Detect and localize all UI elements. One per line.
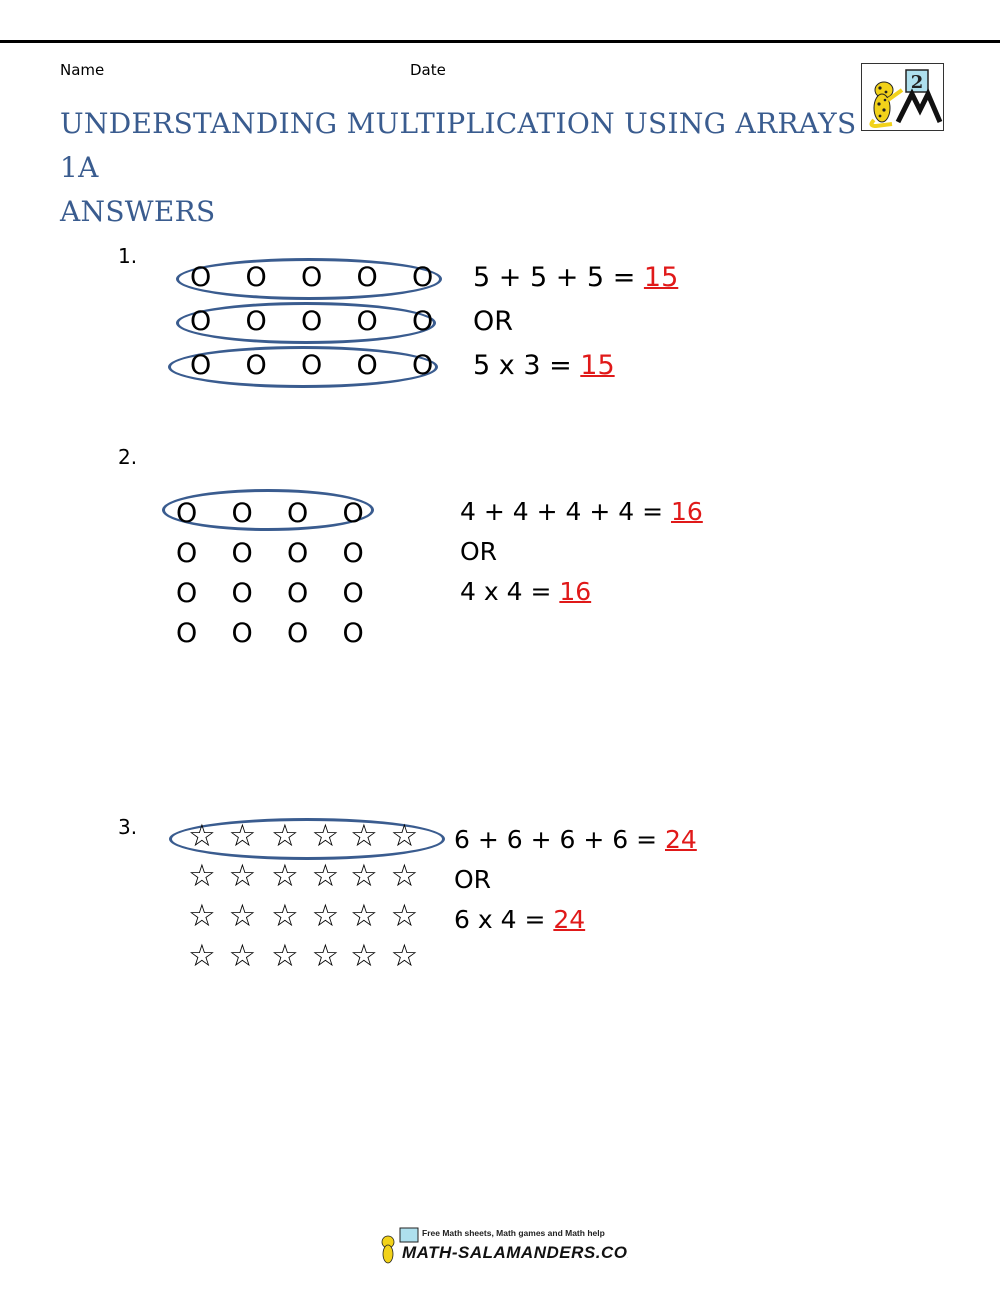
star-icon: ☆ [188, 938, 216, 974]
array-circle-symbol: O [412, 350, 434, 381]
question-2-number: 2. [118, 445, 138, 469]
star-icon: ☆ [228, 818, 257, 854]
star-icon: ☆ [271, 898, 299, 934]
star-icon: ☆ [390, 818, 419, 854]
star-icon: ☆ [350, 858, 378, 894]
star-icon: ☆ [350, 898, 378, 934]
equation-line [454, 825, 697, 855]
equation-line [454, 905, 585, 935]
or-label [460, 537, 497, 567]
logo-badge: 2 [910, 72, 924, 93]
star-icon: ☆ [271, 858, 299, 894]
array-circle-symbol: O [342, 578, 364, 609]
array-circle-symbol: O [245, 350, 267, 381]
equation-text: OR [454, 865, 492, 894]
footer-site: MATH-SALAMANDERS.COM [402, 1243, 628, 1262]
array-circle-symbol: O [245, 262, 267, 293]
equation-text: 6 + 6 + 6 + 6 = [454, 825, 665, 854]
array-circle-symbol: O [231, 498, 253, 529]
page-title [60, 102, 860, 234]
array-circle-symbol: O [301, 262, 323, 293]
equation-line [473, 351, 615, 381]
star-icon: ☆ [188, 818, 216, 854]
equation-text: OR [460, 537, 498, 566]
array-circle-symbol: O [287, 578, 309, 609]
answer-value: 15 [580, 350, 615, 381]
array-circle-symbol: O [356, 350, 378, 381]
top-rule [0, 40, 1000, 43]
array-circle-symbol: O [231, 538, 253, 569]
array-circle-symbol: O [176, 538, 198, 569]
equation-line [460, 497, 703, 527]
star-icon: ☆ [228, 898, 257, 934]
answer-value: 24 [553, 905, 586, 934]
equation-line [473, 263, 678, 293]
equation-text: 4 + 4 + 4 + 4 = [460, 497, 671, 526]
equation-text: 5 x 3 = [473, 350, 581, 381]
or-label [454, 865, 491, 895]
array-circle-symbol: O [301, 306, 323, 337]
array-circle-symbol: O [190, 262, 212, 293]
or-label [473, 307, 513, 337]
array-circle-symbol: O [287, 618, 309, 649]
star-icon: ☆ [390, 858, 419, 894]
array-circle-symbol: O [356, 262, 378, 293]
array-circle-symbol: O [245, 306, 267, 337]
star-icon: ☆ [228, 938, 257, 974]
answer-value: 15 [643, 262, 679, 293]
title-line-2: ANSWERS [60, 195, 216, 228]
array-circle-symbol: O [176, 498, 198, 529]
star-icon: ☆ [188, 858, 216, 894]
equation-text: 6 x 4 = [454, 905, 554, 934]
equation-text: 5 + 5 + 5 = [473, 262, 644, 293]
answer-value: 16 [559, 577, 592, 606]
array-circle-symbol: O [342, 498, 364, 529]
array-circle-symbol: O [356, 306, 378, 337]
star-icon: ☆ [271, 818, 299, 854]
array-circle-symbol: O [190, 306, 212, 337]
array-circle-symbol: O [176, 578, 198, 609]
star-icon: ☆ [188, 898, 216, 934]
footer-logo [378, 1222, 628, 1266]
salamander-icon [862, 64, 943, 130]
array-circle-symbol: O [231, 578, 253, 609]
equation-line [460, 577, 591, 607]
question-1-number: 1. [118, 244, 138, 268]
salamander-logo [861, 63, 944, 131]
answer-value: 24 [665, 825, 697, 854]
array-circle-symbol: O [190, 350, 212, 381]
footer-tagline: Free Math sheets, Math games and Math help [422, 1228, 605, 1238]
star-icon: ☆ [350, 818, 378, 854]
star-icon: ☆ [350, 938, 378, 974]
question-3-number: 3. [118, 815, 138, 839]
equation-text: OR [473, 306, 514, 337]
array-circle-symbol: O [176, 618, 198, 649]
star-icon: ☆ [311, 898, 340, 934]
star-icon: ☆ [311, 818, 340, 854]
array-circle-symbol: O [301, 350, 323, 381]
star-icon: ☆ [390, 938, 419, 974]
array-circle-symbol: O [231, 618, 253, 649]
star-icon: ☆ [311, 858, 340, 894]
star-icon: ☆ [228, 858, 257, 894]
date-label: Date [410, 61, 446, 79]
answer-value: 16 [671, 497, 703, 526]
star-icon: ☆ [311, 938, 340, 974]
array-circle-symbol: O [287, 538, 309, 569]
star-icon: ☆ [390, 898, 419, 934]
array-circle-symbol: O [412, 262, 434, 293]
title-line-1: UNDERSTANDING MULTIPLICATION USING ARRAYS 1A [60, 107, 857, 184]
array-circle-symbol: O [342, 538, 364, 569]
array-circle-symbol: O [287, 498, 309, 529]
array-circle-symbol: O [412, 306, 434, 337]
name-label: Name [60, 61, 105, 79]
star-icon: ☆ [271, 938, 299, 974]
array-circle-symbol: O [342, 618, 364, 649]
equation-text: 4 x 4 = [460, 577, 560, 606]
